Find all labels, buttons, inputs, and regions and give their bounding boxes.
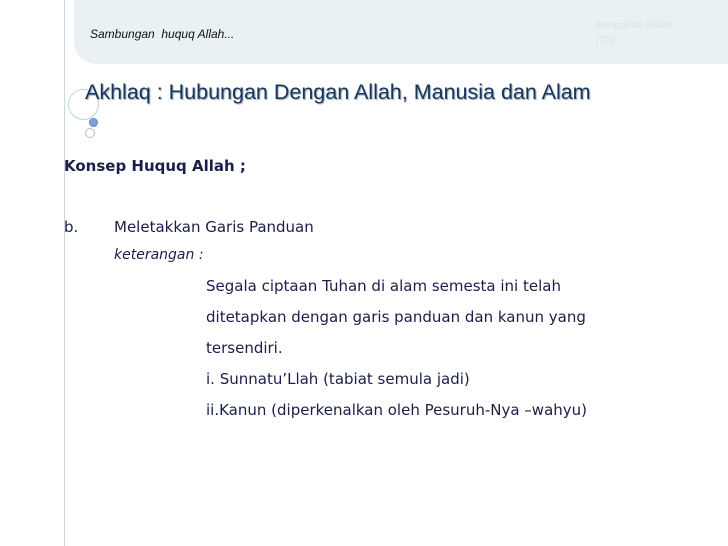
decorative-dot-blue: [89, 118, 98, 127]
section-heading: Konsep Huquq Allah ;: [64, 157, 246, 175]
list-item-text: Meletakkan Garis Panduan: [114, 218, 314, 236]
body-line: ii.Kanun (diperkenalkan oleh Pesuruh-Nya –wahyu): [206, 401, 588, 419]
course-label: [596, 18, 716, 48]
body-line: tersendiri.: [206, 339, 283, 357]
body-line: ditetapkan dengan garis panduan dan kanun yang: [206, 308, 586, 326]
list-item-marker: b.: [64, 218, 79, 236]
continuation-label: Sambungan huquq Allah...: [90, 27, 235, 41]
body-line: i. Sunnatu’Llah (tabiat semula jadi): [206, 370, 470, 388]
decorative-circle-small: [85, 128, 95, 138]
course-name: Pengajian Islam: [596, 20, 672, 31]
body-line: Segala ciptaan Tuhan di alam semesta ini telah: [206, 277, 561, 295]
note-label: keterangan :: [114, 247, 204, 263]
course-code: (T2): [596, 35, 615, 46]
slide-title: Akhlaq : Hubungan Dengan Allah, Manusia dan Alam: [85, 80, 591, 104]
